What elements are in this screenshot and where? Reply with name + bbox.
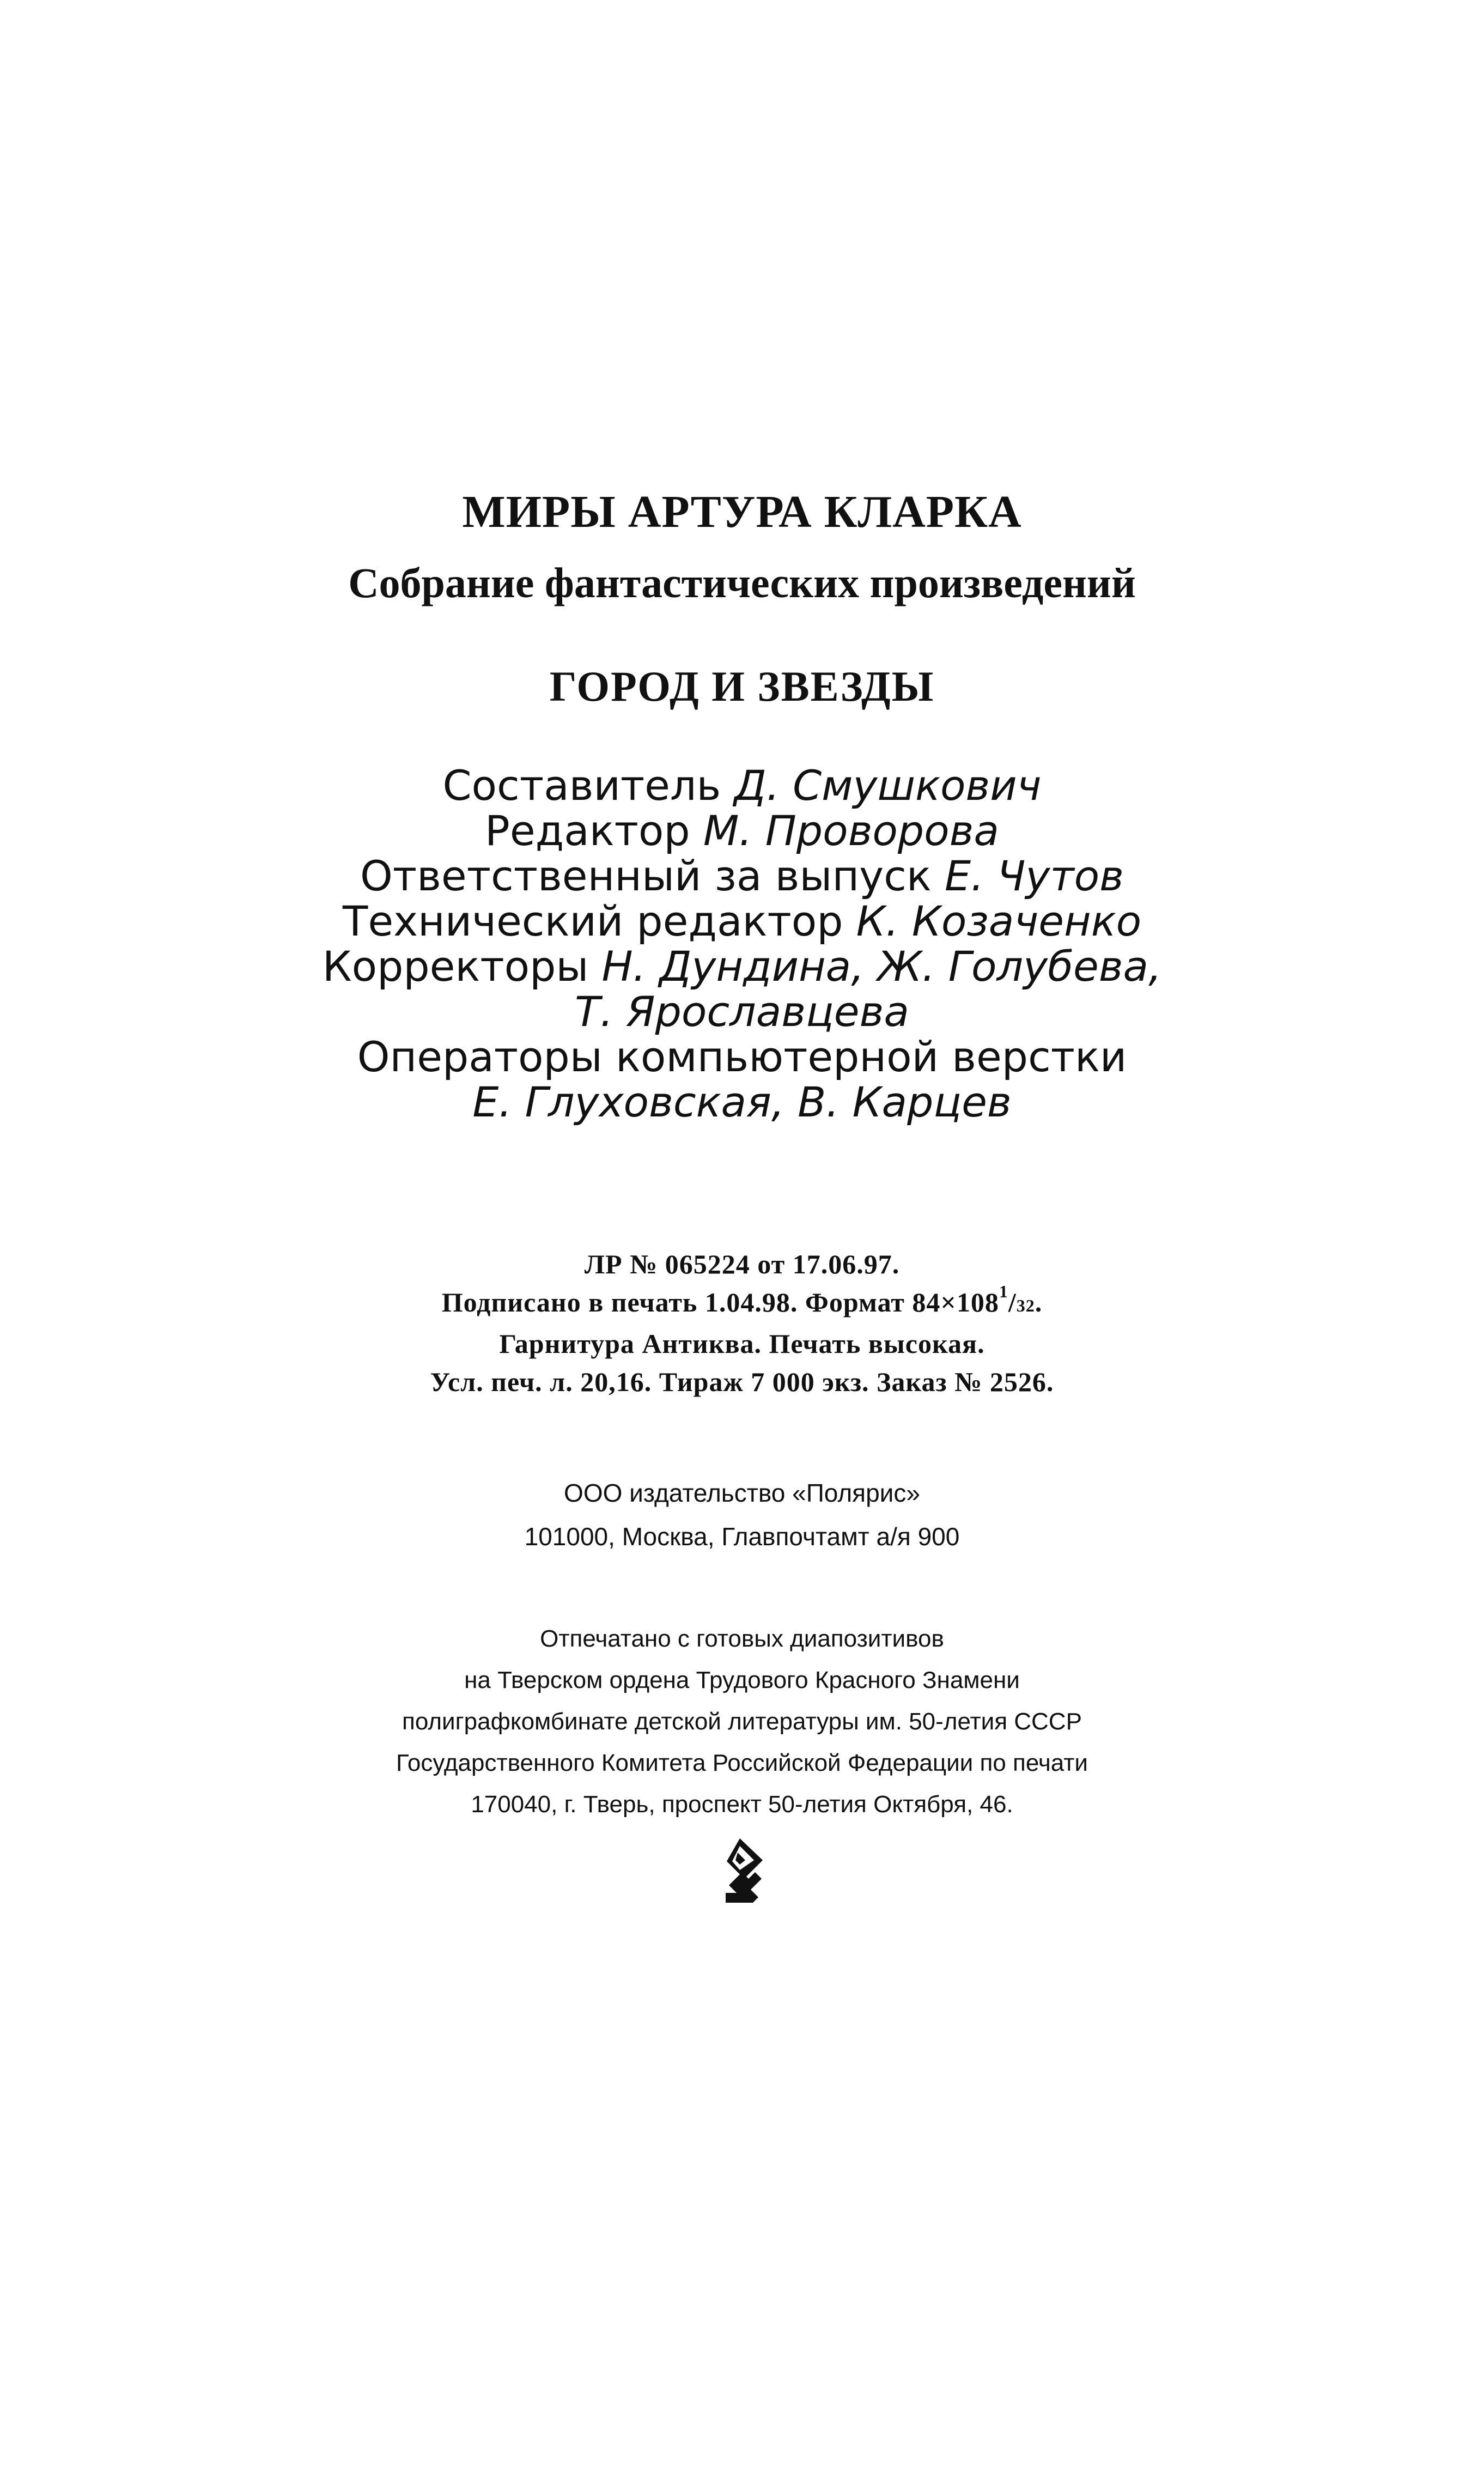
volume-line: Усл. печ. л. 20,16. Тираж 7 000 экз. Заказ № 2526. bbox=[430, 1367, 1054, 1397]
credit-role: Корректоры bbox=[322, 942, 589, 991]
signed-format-line bbox=[0, 1283, 1484, 1325]
credit-role: Ответственный за выпуск bbox=[360, 852, 932, 900]
credit-names: М. Проворова bbox=[703, 806, 999, 855]
printing-line: 170040, г. Тверь, проспект 50-летия Октября, 46. bbox=[471, 1791, 1013, 1818]
license-line: ЛР № 065224 от 17.06.97. bbox=[584, 1249, 900, 1279]
credit-role: Редактор bbox=[485, 806, 690, 855]
format-fraction-denominator: 32 bbox=[1016, 1296, 1035, 1315]
printing-line: полиграфкомбинате детской литературы им. 50-летия СССР bbox=[402, 1708, 1082, 1735]
credit-names: Д. Смушкович bbox=[734, 761, 1042, 810]
printing-house-emblem-icon bbox=[713, 1836, 767, 1907]
publisher-name: ООО издательство «Полярис» bbox=[564, 1479, 920, 1507]
typeface-line: Гарнитура Антиква. Печать высокая. bbox=[499, 1328, 985, 1359]
publisher-info bbox=[0, 1471, 1484, 1558]
series-subtitle bbox=[0, 550, 1484, 616]
credits-list bbox=[0, 763, 1484, 1125]
credit-names: Н. Дундина, Ж. Голубева, bbox=[601, 942, 1162, 991]
technical-imprint bbox=[0, 1245, 1484, 1401]
credit-line bbox=[0, 898, 1484, 944]
series-title-text: МИРЫ АРТУРА КЛАРКА bbox=[462, 487, 1022, 537]
credit-names: Е. Глуховская, В. Карцев bbox=[472, 1078, 1012, 1126]
credit-line bbox=[0, 1034, 1484, 1079]
book-title-text: ГОРОД И ЗВЕЗДЫ bbox=[549, 663, 935, 710]
publisher-address: 101000, Москва, Главпочтамт а/я 900 bbox=[524, 1522, 960, 1551]
credit-line bbox=[0, 853, 1484, 898]
series-title bbox=[0, 479, 1484, 545]
credit-line bbox=[0, 808, 1484, 853]
credit-role: Составитель bbox=[442, 761, 721, 810]
signed-suffix: . bbox=[1035, 1287, 1043, 1317]
credit-line bbox=[0, 1079, 1484, 1125]
format-fraction-numerator: 1 bbox=[999, 1282, 1008, 1301]
format-fraction-slash: / bbox=[1008, 1287, 1017, 1317]
credit-line bbox=[0, 763, 1484, 808]
credit-names: Т. Ярославцева bbox=[575, 987, 909, 1036]
signed-text: Подписано в печать 1.04.98. Формат 84×108 bbox=[441, 1287, 999, 1317]
printing-line: на Тверском ордена Трудового Красного Знамени bbox=[464, 1667, 1020, 1693]
series-subtitle-text: Собрание фантастических произведений bbox=[348, 559, 1136, 606]
credit-line bbox=[0, 989, 1484, 1034]
printing-line: Государственного Комитета Российской Федерации по печати bbox=[396, 1750, 1088, 1776]
credit-role: Операторы компьютерной верстки bbox=[357, 1033, 1127, 1081]
printing-line: Отпечатано с готовых диапозитивов bbox=[540, 1625, 944, 1652]
book-title bbox=[0, 654, 1484, 719]
printing-house-info bbox=[0, 1618, 1484, 1825]
credit-names: Е. Чутов bbox=[944, 852, 1124, 900]
credit-role: Технический редактор bbox=[342, 897, 843, 945]
credit-line bbox=[0, 944, 1484, 989]
credit-names: К. Козаченко bbox=[856, 897, 1142, 945]
